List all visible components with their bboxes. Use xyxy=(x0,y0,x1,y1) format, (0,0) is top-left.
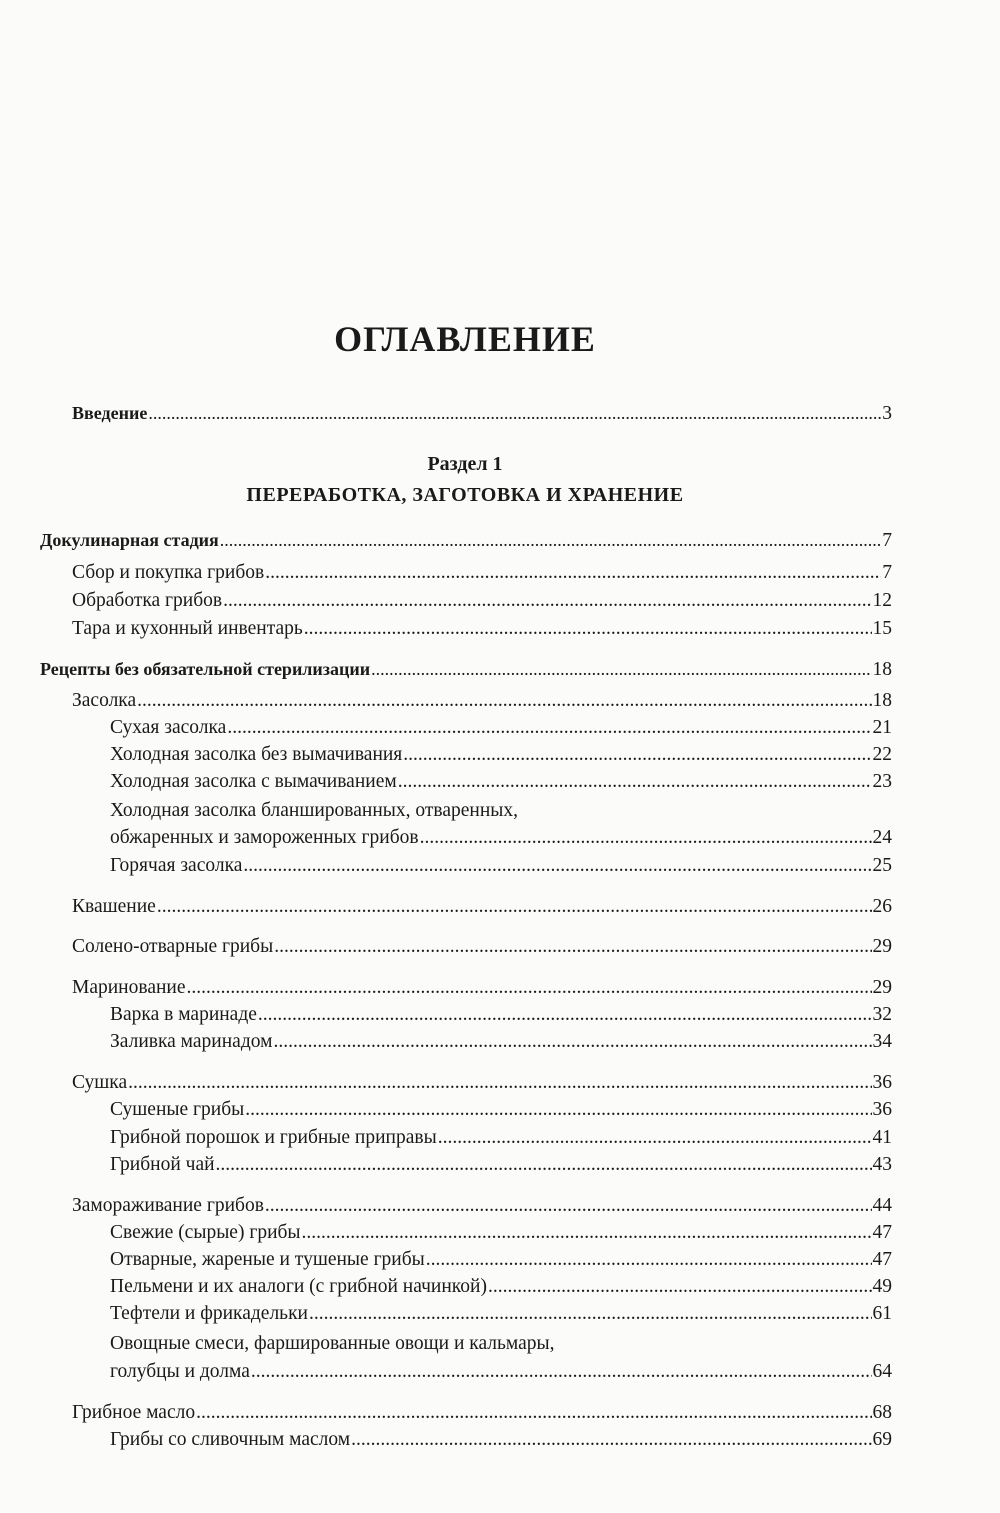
toc-entry xyxy=(72,976,892,1000)
toc-entry-page: 44 xyxy=(872,1195,892,1216)
toc-entry xyxy=(72,589,892,613)
page-title: ОГЛАВЛЕНИЕ xyxy=(334,319,596,359)
toc-entry-label: Горячая засолка xyxy=(110,855,243,876)
toc-entry xyxy=(72,1071,892,1095)
toc-leader-dots xyxy=(245,1098,871,1122)
toc-entry xyxy=(72,689,892,713)
toc-entry-page: 36 xyxy=(872,1072,892,1093)
toc-entry-label: Грибы со сливочным маслом xyxy=(110,1429,351,1450)
toc-entry-label: обжаренных и замороженных грибов xyxy=(110,827,419,848)
toc-subentry xyxy=(110,1098,892,1122)
toc-entry-page: 34 xyxy=(872,1031,892,1052)
toc-subentry xyxy=(110,1126,892,1150)
toc-entry-label: Сухая засолка xyxy=(110,717,227,738)
toc-leader-dots xyxy=(265,561,881,585)
toc-leader-dots xyxy=(302,1221,872,1245)
toc-leader-dots xyxy=(148,401,881,425)
toc-leader-dots xyxy=(223,589,871,613)
toc-subentry xyxy=(110,743,892,767)
toc-entry-label: Холодная засолка с вымачиванием xyxy=(110,771,397,792)
toc-entry-label: Грибной порошок и грибные приправы xyxy=(110,1127,437,1148)
toc-leader-dots xyxy=(438,1126,872,1150)
toc-subentry xyxy=(110,1221,892,1245)
toc-entry xyxy=(72,1194,892,1218)
toc-entry-label: Рецепты без обязательной стерилизации xyxy=(40,659,371,679)
toc-leader-dots xyxy=(251,1360,872,1384)
toc-leader-dots xyxy=(137,689,871,713)
toc-leader-dots xyxy=(488,1275,872,1299)
toc-chapter xyxy=(40,657,892,682)
toc-chapter xyxy=(40,528,892,553)
toc-entry-page: 18 xyxy=(872,690,892,711)
toc-entry-label: Заливка маринадом xyxy=(110,1031,273,1052)
toc-subentry xyxy=(110,1030,892,1054)
toc-subentry xyxy=(110,1248,892,1272)
toc-leader-dots xyxy=(216,1153,872,1177)
toc-entry-page: 64 xyxy=(872,1361,892,1382)
toc-entry-page: 36 xyxy=(872,1099,892,1120)
toc-entry xyxy=(72,561,892,585)
toc-entry-label: Тара и кухонный инвентарь xyxy=(72,618,303,639)
section-title: ПЕРЕРАБОТКА, ЗАГОТОВКА И ХРАНЕНИЕ xyxy=(246,484,684,506)
toc-entry-page: 7 xyxy=(882,530,892,551)
toc-entry-label: Сушка xyxy=(72,1072,128,1093)
toc-entry-label: Введение xyxy=(72,403,148,423)
toc-leader-dots xyxy=(258,1003,872,1027)
toc-subentry xyxy=(110,716,892,740)
toc-subentry xyxy=(110,1003,892,1027)
toc-entry-page: 47 xyxy=(872,1249,892,1270)
toc-leader-dots xyxy=(403,743,871,767)
toc-entry-label: Пельмени и их аналоги (с грибной начинкой) xyxy=(110,1276,487,1297)
toc-leader-dots xyxy=(157,895,872,919)
toc-entry-label: Грибной чай xyxy=(110,1154,215,1175)
toc-entry-page: 29 xyxy=(872,977,892,998)
toc-entry-page: 47 xyxy=(872,1222,892,1243)
toc-entry-label: Холодная засолка без вымачивания xyxy=(110,744,403,765)
toc-entry-page: 3 xyxy=(882,403,892,424)
toc-entry-page: 18 xyxy=(872,659,892,680)
toc-entry xyxy=(72,617,892,641)
toc-entry xyxy=(72,1401,892,1425)
toc-entry-page: 25 xyxy=(872,855,892,876)
toc-entry-label: Квашение xyxy=(72,896,156,917)
toc-leader-dots xyxy=(351,1428,871,1452)
toc-leader-dots xyxy=(243,854,871,878)
toc-entry-label: Засолка xyxy=(72,690,137,711)
toc-leader-dots xyxy=(273,1030,871,1054)
toc-entry-page: 12 xyxy=(872,590,892,611)
toc-entry-page: 49 xyxy=(872,1276,892,1297)
toc-leader-dots xyxy=(309,1302,872,1326)
toc-entry-page: 21 xyxy=(872,717,892,738)
toc-entry-page: 26 xyxy=(872,896,892,917)
toc-entry-introduction xyxy=(72,401,892,426)
toc-entry-page: 24 xyxy=(872,827,892,848)
toc-entry-label: Грибное масло xyxy=(72,1402,196,1423)
toc-entry-page: 15 xyxy=(872,618,892,639)
toc-entry-first-line: Овощные смеси, фаршированные овощи и кальмары, xyxy=(110,1333,555,1354)
toc-leader-dots xyxy=(227,716,871,740)
toc-subentry xyxy=(110,1275,892,1299)
toc-entry-label: Маринование xyxy=(72,977,186,998)
toc-entry-label: Обработка грибов xyxy=(72,590,223,611)
toc-subentry xyxy=(110,1428,892,1452)
toc-entry-label: Сушеные грибы xyxy=(110,1099,245,1120)
toc-entry-page: 41 xyxy=(872,1127,892,1148)
toc-entry xyxy=(72,935,892,959)
toc-entry-page: 32 xyxy=(872,1004,892,1025)
toc-entry-page: 23 xyxy=(872,771,892,792)
section-number: Раздел 1 xyxy=(427,453,503,475)
toc-leader-dots xyxy=(426,1248,872,1272)
toc-leader-dots xyxy=(187,976,872,1000)
toc-entry-label: Сбор и покупка грибов xyxy=(72,562,265,583)
toc-subentry xyxy=(110,1153,892,1177)
toc-entry-page: 7 xyxy=(882,562,892,583)
toc-entry-label: Докулинарная стадия xyxy=(40,530,219,550)
toc-entry-label: голубцы и долма xyxy=(110,1361,250,1382)
toc-leader-dots xyxy=(265,1194,872,1218)
toc-subentry xyxy=(110,1360,892,1384)
toc-leader-dots xyxy=(304,617,872,641)
toc-leader-dots xyxy=(274,935,871,959)
toc-entry-label: Варка в маринаде xyxy=(110,1004,257,1025)
toc-entry-label: Свежие (сырые) грибы xyxy=(110,1222,301,1243)
toc-subentry xyxy=(110,826,892,850)
toc-leader-dots xyxy=(398,770,872,794)
toc-entry-label: Замораживание грибов xyxy=(72,1195,264,1216)
toc-entry-label: Тефтели и фрикадельки xyxy=(110,1303,308,1324)
toc-entry-page: 29 xyxy=(872,936,892,957)
toc-entry-label: Отварные, жареные и тушеные грибы xyxy=(110,1249,425,1270)
toc-leader-dots xyxy=(371,657,871,681)
toc-subentry xyxy=(110,1302,892,1326)
toc-leader-dots xyxy=(196,1401,871,1425)
toc-entry-page: 68 xyxy=(872,1402,892,1423)
toc-entry-label: Солено-отварные грибы xyxy=(72,936,274,957)
toc-entry-page: 43 xyxy=(872,1154,892,1175)
toc-entry-page: 61 xyxy=(872,1303,892,1324)
toc-subentry xyxy=(110,770,892,794)
toc-leader-dots xyxy=(220,528,881,552)
toc-entry-page: 22 xyxy=(872,744,892,765)
toc-leader-dots xyxy=(420,826,872,850)
toc-leader-dots xyxy=(128,1071,871,1095)
toc-entry-page: 69 xyxy=(872,1429,892,1450)
toc-subentry xyxy=(110,854,892,878)
toc-entry-first-line: Холодная засолка бланшированных, отваренных, xyxy=(110,800,518,821)
toc-entry xyxy=(72,895,892,919)
